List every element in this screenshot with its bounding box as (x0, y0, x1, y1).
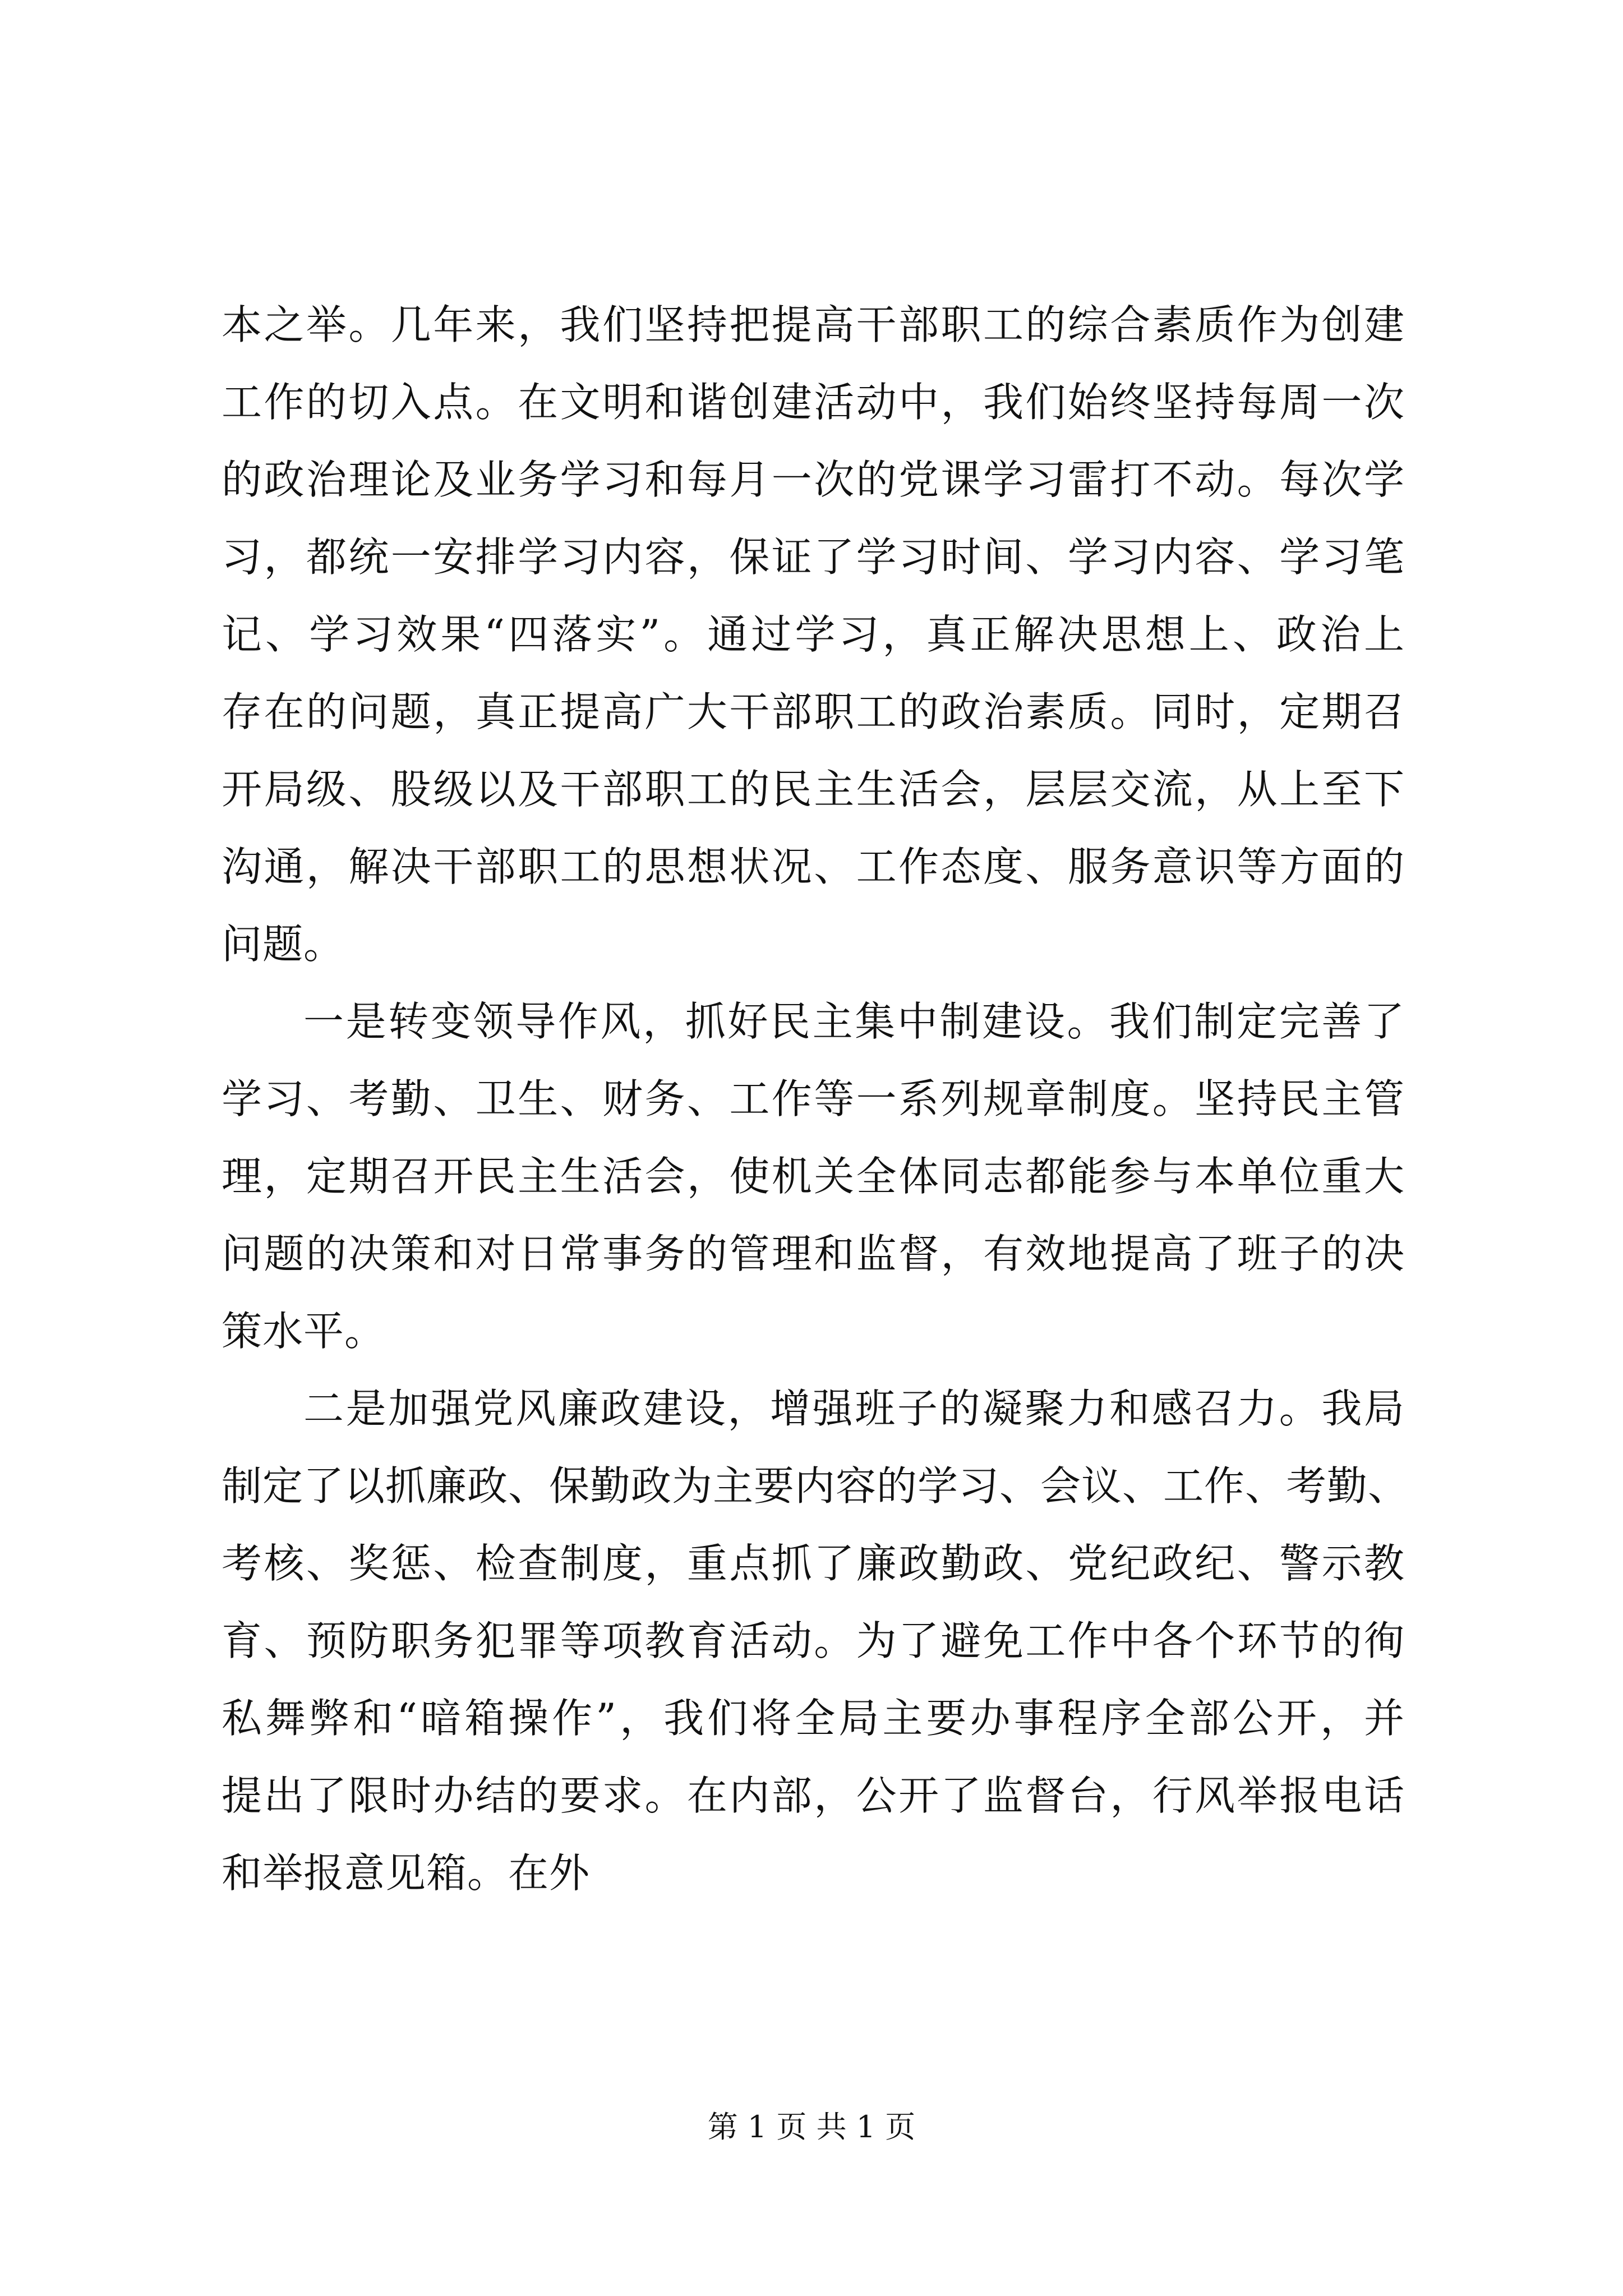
text-line: 记、学习效果“四落实”。通过学习，真正解决思想上、政治上 (222, 611, 1405, 658)
text-line: 制定了以抓廉政、保勤政为主要内容的学习、会议、工作、考勤、 (222, 1462, 1409, 1510)
text-line: 和举报意见箱。在外 (222, 1849, 591, 1897)
text-line: 问题的决策和对日常事务的管理和监督，有效地提高了班子的决 (222, 1230, 1405, 1277)
text-line: 本之举。几年来，我们坚持把提高干部职工的综合素质作为创建 (222, 301, 1405, 348)
text-line: 开局级、股级以及干部职工的民主生活会，层层交流，从上至下 (222, 766, 1405, 813)
text-line: 的政治理论及业务学习和每月一次的党课学习雷打不动。每次学 (222, 456, 1405, 503)
text-line: 习，都统一安排学习内容，保证了学习时间、学习内容、学习笔 (222, 533, 1405, 581)
paragraph-first-line: 二是加强党风廉政建设，增强班子的凝聚力和感召力。我局 (303, 1385, 1405, 1432)
text-line: 策水平。 (222, 1308, 386, 1355)
text-line: 沟通，解决干部职工的思想状况、工作态度、服务意识等方面的 (222, 843, 1405, 890)
text-line: 存在的问题，真正提高广大干部职工的政治素质。同时，定期召 (222, 688, 1405, 735)
text-line: 考核、奖惩、检查制度，重点抓了廉政勤政、党纪政纪、警示教 (222, 1540, 1405, 1587)
document-body (222, 286, 1409, 1912)
text-line: 问题。 (222, 921, 345, 968)
paragraph-first-line: 一是转变领导作风，抓好民主集中制建设。我们制定完善了 (303, 998, 1405, 1045)
text-line: 学习、考勤、卫生、财务、工作等一系列规章制度。坚持民主管 (222, 1075, 1405, 1122)
text-line: 提出了限时办结的要求。在内部，公开了监督台，行风举报电话 (222, 1772, 1405, 1819)
text-line: 工作的切入点。在文明和谐创建活动中，我们始终坚持每周一次 (222, 379, 1405, 426)
text-line: 私舞弊和“暗箱操作”，我们将全局主要办事程序全部公开，并 (222, 1695, 1405, 1742)
text-line: 育、预防职务犯罪等项教育活动。为了避免工作中各个环节的徇 (222, 1617, 1405, 1664)
page-number-footer: 第 1 页 共 1 页 (707, 2109, 916, 2145)
text-line: 理，定期召开民主生活会，使机关全体同志都能参与本单位重大 (222, 1153, 1405, 1200)
